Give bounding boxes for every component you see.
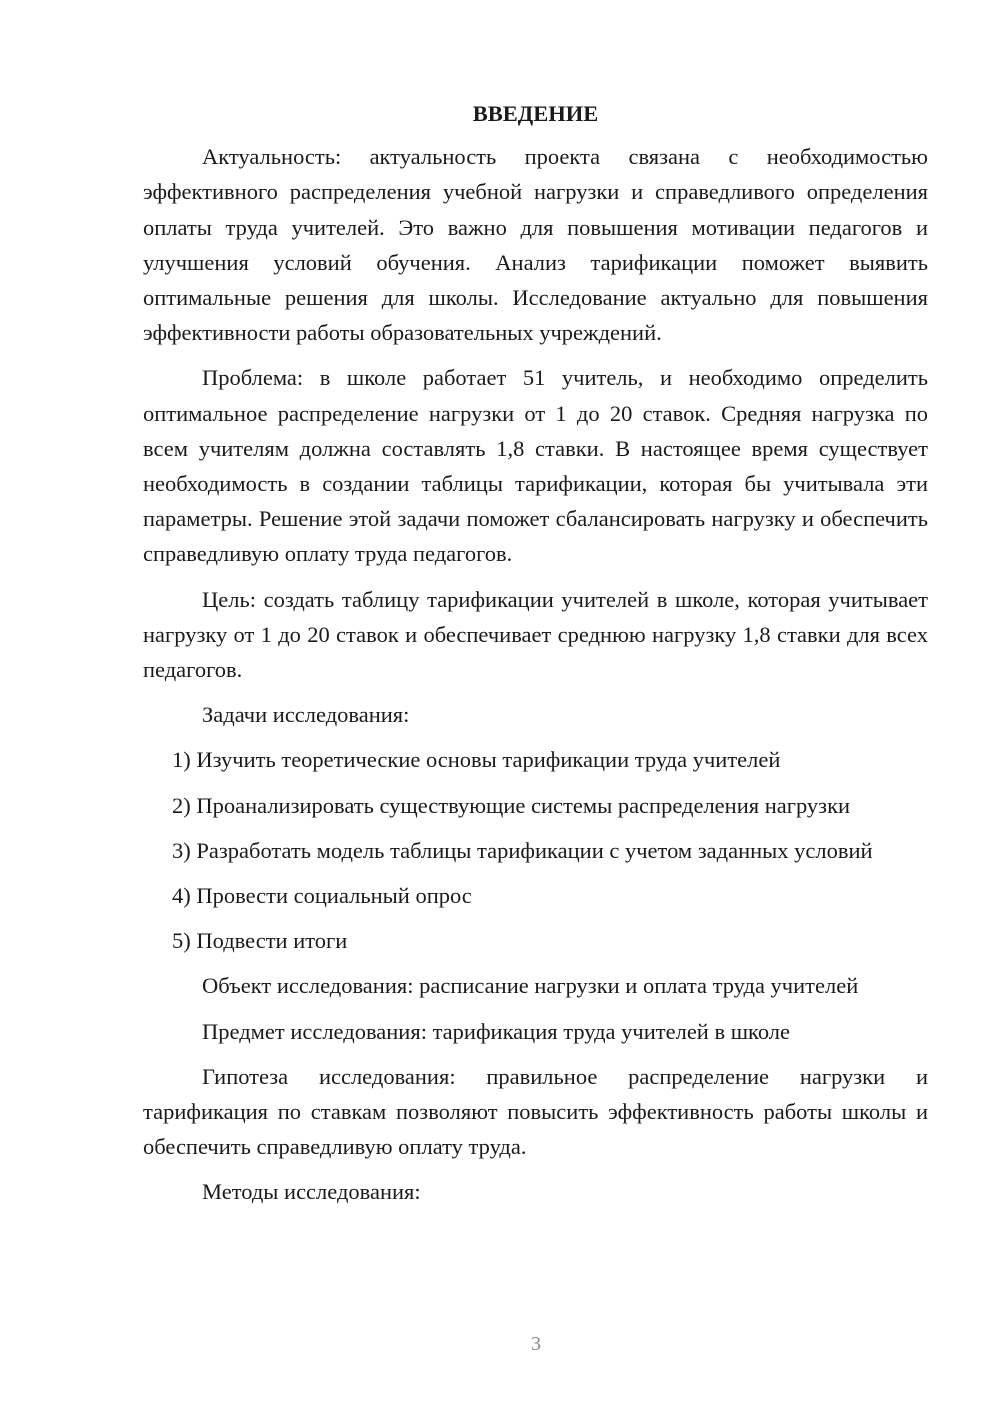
page-number: 3 bbox=[531, 1333, 541, 1355]
task-item-1: 1) Изучить теоретические основы тарификации труда учителей bbox=[172, 747, 781, 773]
paragraph-object: Объект исследования: расписание нагрузки и оплата труда учителей bbox=[202, 973, 859, 999]
task-item-3: 3) Разработать модель таблицы тарификации с учетом заданных условий bbox=[172, 837, 873, 863]
paragraph-hypothesis: Гипотеза исследования: правильное распределение нагрузки и тарификация по ставкам позволяют повысить эффективность работы школы и обеспечить справедливую оплату труда. bbox=[143, 1063, 928, 1160]
task-item-5: 5) Подвести итоги bbox=[172, 928, 348, 954]
methods-heading: Методы исследования: bbox=[202, 1179, 421, 1205]
paragraph-relevance: Актуальность: актуальность проекта связана с необходимостью эффективного распределения учебной нагрузки и справедливого определения оплаты труда учителей. Это важно для повышения мотивации педагогов и улучшения условий обучения. Анализ тарификации поможет выявить оптимальные решения для школы. Исследование актуально для повышения эффективности работы образовательных учреждений. bbox=[143, 144, 928, 346]
task-item-2: 2) Проанализировать существующие системы распределения нагрузки bbox=[172, 792, 851, 818]
task-item-4: 4) Провести социальный опрос bbox=[172, 883, 472, 909]
paragraph-problem: Проблема: в школе работает 51 учитель, и необходимо определить оптимальное распределение нагрузки от 1 до 20 ставок. Средняя нагрузка по всем учителям должна составлять 1,8 ставки. В настоящее время существует необходимость в создании таблицы тарификации, которая бы учитывала эти параметры. Решение этой задачи поможет сбалансировать нагрузку и обеспечить справедливую оплату труда педагогов. bbox=[143, 365, 928, 567]
page-body bbox=[143, 96, 928, 1220]
paragraph-subject: Предмет исследования: тарификация труда учителей в школе bbox=[202, 1018, 790, 1044]
paragraph-goal: Цель: создать таблицу тарификации учителей в школе, которая учитывает нагрузку от 1 до 20 ставок и обеспечивает среднюю нагрузку 1,8 ставки для всех педагогов. bbox=[143, 586, 928, 683]
tasks-heading: Задачи исследования: bbox=[202, 702, 410, 728]
section-title: ВВЕДЕНИЕ bbox=[472, 101, 599, 126]
